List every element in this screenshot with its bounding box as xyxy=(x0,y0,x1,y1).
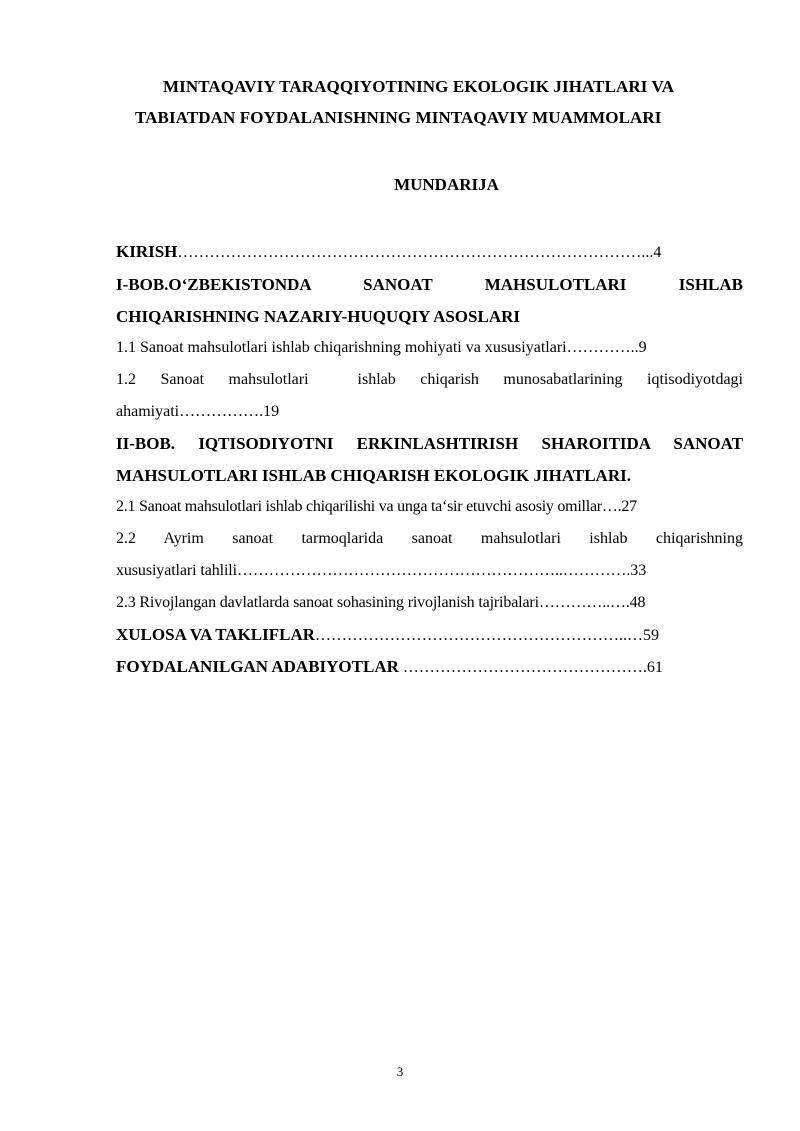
toc-entry-kirish-label: KIRISH xyxy=(116,242,178,261)
document-title-line-1: MINTAQAVIY TARAQQIYOTINING EKOLOGIK JIHATLARI VA xyxy=(163,77,675,96)
document-title-line-2: TABIATDAN FOYDALANISHNING MINTAQAVIY MUAMMOLARI xyxy=(135,108,662,127)
toc-entry-xulosa-label: XULOSA VA TAKLIFLAR xyxy=(116,624,316,644)
toc-entry-2-2-line-1: 2.2 Ayrim sanoat tarmoqlarida sanoat mahsulotlari ishlab chiqarishning xyxy=(116,530,743,548)
toc-entry-xulosa-leader: …………………………………………………..…59 xyxy=(315,626,660,644)
toc-entry-1-2-line-1: 1.2 Sanoat mahsulotlari ishlab chiqarish munosabatlarining iqtisodiyotdagi xyxy=(116,371,743,389)
toc-entry-kirish xyxy=(116,236,743,269)
page-number: 3 xyxy=(396,1064,404,1079)
toc-entry-1-2-line-2: ahamiyati…………….19 xyxy=(116,402,280,420)
toc-entry-1-1: 1.1 Sanoat mahsulotlari ishlab chiqarishning mohiyati va xususiyatlari…………..9 xyxy=(116,339,647,357)
toc-heading: MUNDARIJA xyxy=(394,175,499,194)
toc-chapter-2-line-1: II-BOB. IQTISODIYOTNI ERKINLASHTIRISH SHAROITIDA SANOAT xyxy=(116,433,743,453)
toc-entry-adabiyotlar xyxy=(116,651,743,684)
toc-entry-kirish-leader: ……………………………………………………………………………...4 xyxy=(177,244,662,261)
toc-chapter-1-line-2: CHIQARISHNING NAZARIY-HUQUQIY ASOSLARI xyxy=(116,306,520,326)
toc-entry-2-1: 2.1 Sanoat mahsulotlari ishlab chiqarilishi va unga ta‘sir etuvchi asosiy omillar….27 xyxy=(116,498,637,516)
table-of-contents xyxy=(116,236,743,684)
toc-entry-2-3: 2.3 Rivojlangan davlatlarda sanoat sohasining rivojlanish tajribalari…………..….48 xyxy=(116,593,646,611)
toc-entry-adabiyotlar-label: FOYDALANILGAN ADABIYOTLAR xyxy=(116,657,399,677)
toc-entry-xulosa xyxy=(116,619,743,652)
toc-chapter-1-line-1: I-BOB.O‘ZBEKISTONDA SANOAT MAHSULOTLARI ISHLAB xyxy=(116,274,743,294)
toc-entry-2-2-line-2: xususiyatlari tahlili……………………………………………………..………….33 xyxy=(116,561,647,579)
toc-chapter-2-line-2: MAHSULOTLARI ISHLAB CHIQARISH EKOLOGIK JIHATLARI. xyxy=(116,465,631,485)
toc-entry-adabiyotlar-leader: ……………………………………….61 xyxy=(398,659,663,677)
